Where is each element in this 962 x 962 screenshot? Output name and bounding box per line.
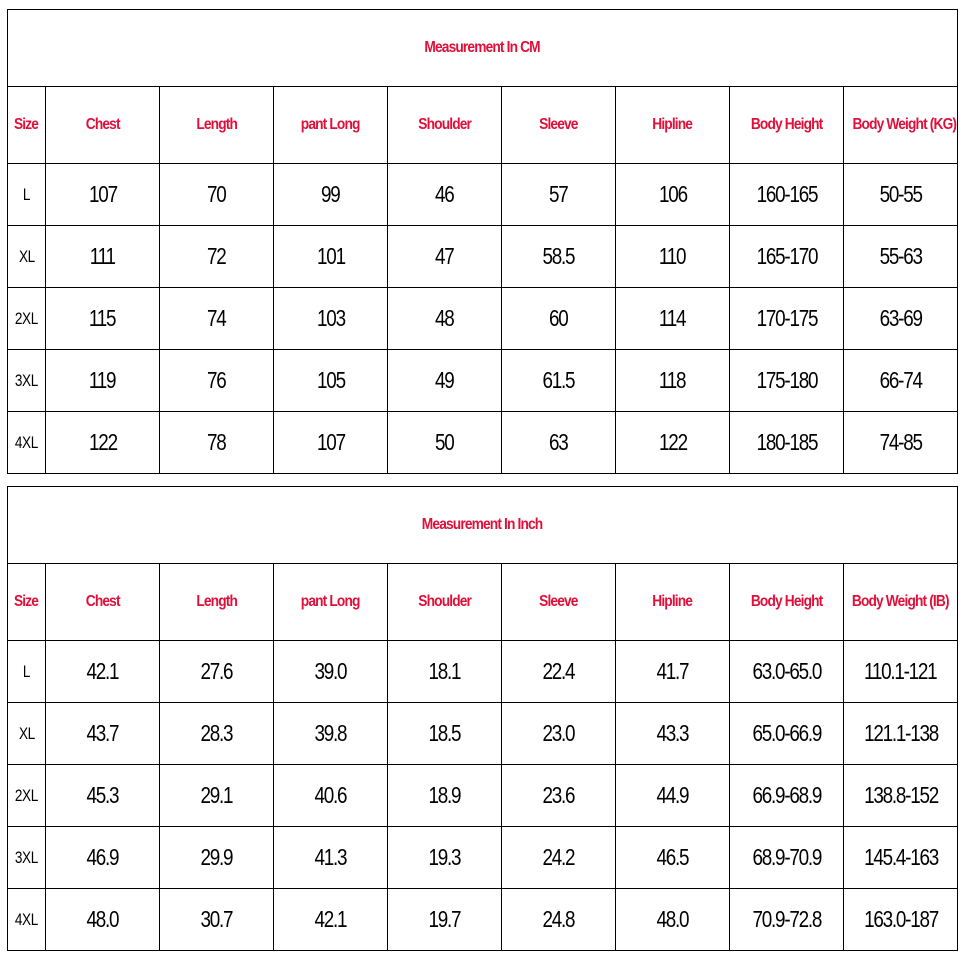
size-cell [8, 765, 46, 827]
column-header: Body Weight (IB) [852, 593, 949, 610]
value-cell [844, 288, 958, 350]
value-cell [160, 412, 274, 474]
value-cell [502, 350, 616, 412]
column-header-cell [502, 87, 616, 164]
column-header-cell [160, 87, 274, 164]
size-label: XL [18, 723, 35, 743]
value-cell [616, 164, 730, 226]
value-cell [844, 765, 958, 827]
measurement-value: 122 [658, 429, 687, 455]
measurement-value: 24.2 [542, 844, 575, 870]
value-cell [502, 288, 616, 350]
value-cell [274, 765, 388, 827]
measurement-value: 50-55 [879, 181, 922, 207]
measurement-value: 163.0-187 [863, 906, 938, 932]
measurement-value: 65.0-66.9 [752, 720, 821, 746]
measurement-value: 72 [207, 243, 226, 269]
measurement-value: 55-63 [879, 243, 922, 269]
column-header-cell [46, 87, 160, 164]
value-cell [46, 641, 160, 703]
measurement-value: 23.0 [542, 720, 575, 746]
value-cell [502, 827, 616, 889]
column-header-cell [730, 87, 844, 164]
measurement-value: 41.7 [656, 658, 689, 684]
column-header: Size [14, 593, 39, 610]
value-cell [616, 641, 730, 703]
measurement-value: 78 [207, 429, 226, 455]
measurement-value: 30.7 [200, 906, 233, 932]
value-cell [46, 827, 160, 889]
column-header: Shoulder [418, 116, 471, 133]
column-header-cell [160, 564, 274, 641]
measurement-value: 138.8-152 [863, 782, 938, 808]
measurement-value: 43.3 [656, 720, 689, 746]
measurement-value: 23.6 [542, 782, 575, 808]
column-header: Shoulder [418, 593, 471, 610]
value-cell [274, 226, 388, 288]
table-row [8, 703, 958, 765]
measurement-value: 27.6 [200, 658, 233, 684]
measurement-value: 42.1 [314, 906, 347, 932]
measurement-value: 74-85 [879, 429, 922, 455]
value-cell [844, 641, 958, 703]
value-cell [502, 765, 616, 827]
table-row [8, 827, 958, 889]
measurement-value: 110 [659, 243, 686, 269]
value-cell [46, 703, 160, 765]
measurement-value: 118 [659, 367, 686, 393]
measurement-value: 110.1-121 [864, 658, 937, 684]
value-cell [616, 703, 730, 765]
table-row [8, 164, 958, 226]
measurement-value: 43.7 [86, 720, 119, 746]
value-cell [502, 164, 616, 226]
size-cell [8, 641, 46, 703]
value-cell [730, 703, 844, 765]
column-header-cell [502, 564, 616, 641]
measurement-value: 111 [90, 243, 115, 269]
table-title: Measurement In Inch [422, 516, 543, 533]
size-cell [8, 412, 46, 474]
column-header: Body Weight (KG) [852, 116, 957, 133]
column-header: Size [14, 116, 39, 133]
size-cell [8, 703, 46, 765]
measurement-value: 28.3 [200, 720, 233, 746]
measurement-value: 160-165 [756, 181, 817, 207]
value-cell [274, 288, 388, 350]
measurement-value: 66.9-68.9 [752, 782, 821, 808]
measurement-value: 44.9 [656, 782, 689, 808]
measurement-value: 70.9-72.8 [752, 906, 821, 932]
measurement-value: 121.1-138 [863, 720, 938, 746]
measurement-value: 76 [207, 367, 226, 393]
column-header: Body Height [750, 116, 823, 133]
value-cell [502, 889, 616, 951]
value-cell [502, 226, 616, 288]
value-cell [160, 765, 274, 827]
column-header: Sleeve [539, 593, 578, 610]
value-cell [730, 226, 844, 288]
table-title-row [8, 487, 958, 564]
value-cell [730, 765, 844, 827]
measurement-value: 45.3 [86, 782, 119, 808]
column-header-cell [46, 564, 160, 641]
size-cell [8, 350, 46, 412]
measurement-value: 39.8 [314, 720, 347, 746]
value-cell [46, 226, 160, 288]
value-cell [844, 350, 958, 412]
value-cell [388, 226, 502, 288]
column-header-cell [388, 87, 502, 164]
value-cell [730, 889, 844, 951]
value-cell [388, 350, 502, 412]
column-header-cell [616, 564, 730, 641]
value-cell [388, 288, 502, 350]
size-label: 3XL [15, 847, 38, 867]
value-cell [730, 641, 844, 703]
measurement-value: 46 [435, 181, 454, 207]
value-cell [844, 889, 958, 951]
measurement-value: 50 [435, 429, 454, 455]
measurement-value: 49 [435, 367, 454, 393]
measurement-value: 145.4-163 [863, 844, 938, 870]
measurement-value: 46.9 [86, 844, 119, 870]
table-title-row [8, 10, 958, 87]
measurement-value: 46.5 [656, 844, 689, 870]
value-cell [274, 889, 388, 951]
value-cell [388, 703, 502, 765]
value-cell [160, 703, 274, 765]
column-header-cell [616, 87, 730, 164]
measurement-value: 29.1 [200, 782, 233, 808]
column-header-cell [730, 564, 844, 641]
measurement-value: 107 [316, 429, 345, 455]
table-title-cell [8, 10, 958, 87]
value-cell [274, 164, 388, 226]
value-cell [160, 350, 274, 412]
column-header-cell [844, 564, 958, 641]
measurement-value: 122 [88, 429, 117, 455]
column-header: Sleeve [539, 116, 578, 133]
measurement-value: 57 [549, 181, 568, 207]
size-label: 2XL [15, 785, 38, 805]
size-chart-inch-table [7, 486, 958, 951]
size-cell [8, 827, 46, 889]
value-cell [616, 765, 730, 827]
column-header: Chest [85, 116, 120, 133]
size-chart-cm-table [7, 9, 958, 474]
measurement-value: 48.0 [86, 906, 119, 932]
measurement-value: 63-69 [879, 305, 922, 331]
value-cell [46, 288, 160, 350]
value-cell [844, 412, 958, 474]
size-label: L [22, 661, 31, 681]
value-cell [730, 412, 844, 474]
value-cell [616, 226, 730, 288]
measurement-value: 107 [88, 181, 117, 207]
value-cell [160, 641, 274, 703]
measurement-value: 61.5 [542, 367, 575, 393]
size-label: 3XL [15, 370, 38, 390]
value-cell [502, 412, 616, 474]
size-label: XL [18, 246, 35, 266]
measurement-value: 39.0 [314, 658, 347, 684]
value-cell [274, 641, 388, 703]
value-cell [160, 164, 274, 226]
value-cell [46, 889, 160, 951]
size-cell [8, 226, 46, 288]
table-title: Measurement In CM [424, 39, 541, 56]
value-cell [46, 412, 160, 474]
size-label: 4XL [15, 909, 38, 929]
value-cell [730, 164, 844, 226]
size-label: 2XL [15, 308, 38, 328]
measurement-value: 66-74 [879, 367, 922, 393]
table-row [8, 350, 958, 412]
size-cell [8, 889, 46, 951]
measurement-value: 74 [207, 305, 226, 331]
size-label: L [22, 184, 31, 204]
measurement-value: 18.9 [428, 782, 461, 808]
table-header-row [8, 87, 958, 164]
value-cell [388, 827, 502, 889]
column-header: pant Long [301, 593, 360, 610]
measurement-value: 175-180 [756, 367, 817, 393]
measurement-value: 68.9-70.9 [752, 844, 821, 870]
table-header-row [8, 564, 958, 641]
column-header: Hipline [652, 116, 693, 133]
measurement-value: 103 [316, 305, 345, 331]
measurement-value: 180-185 [756, 429, 817, 455]
measurement-value: 70 [207, 181, 226, 207]
value-cell [274, 412, 388, 474]
value-cell [388, 412, 502, 474]
value-cell [616, 827, 730, 889]
value-cell [844, 703, 958, 765]
column-header: Hipline [652, 593, 693, 610]
size-cell [8, 164, 46, 226]
table-row [8, 288, 958, 350]
measurement-value: 165-170 [756, 243, 817, 269]
value-cell [160, 827, 274, 889]
measurement-value: 40.6 [314, 782, 347, 808]
value-cell [274, 350, 388, 412]
measurement-value: 63.0-65.0 [752, 658, 821, 684]
value-cell [274, 703, 388, 765]
value-cell [388, 641, 502, 703]
value-cell [502, 703, 616, 765]
measurement-value: 22.4 [542, 658, 575, 684]
value-cell [730, 827, 844, 889]
value-cell [616, 288, 730, 350]
value-cell [46, 164, 160, 226]
measurement-value: 48.0 [656, 906, 689, 932]
measurement-value: 63 [549, 429, 568, 455]
measurement-value: 101 [316, 243, 345, 269]
value-cell [616, 350, 730, 412]
column-header-cell [8, 87, 46, 164]
value-cell [616, 412, 730, 474]
column-header-cell [8, 564, 46, 641]
value-cell [46, 765, 160, 827]
value-cell [46, 350, 160, 412]
measurement-value: 48 [435, 305, 454, 331]
column-header-cell [388, 564, 502, 641]
size-cell [8, 288, 46, 350]
table-row [8, 889, 958, 951]
value-cell [502, 641, 616, 703]
column-header: pant Long [301, 116, 360, 133]
table-row [8, 641, 958, 703]
column-header: Body Height [750, 593, 823, 610]
measurement-value: 99 [321, 181, 340, 207]
measurement-value: 105 [316, 367, 345, 393]
column-header: Chest [85, 593, 120, 610]
measurement-value: 119 [89, 367, 116, 393]
measurement-value: 19.7 [428, 906, 461, 932]
measurement-value: 24.8 [542, 906, 575, 932]
column-header-cell [274, 87, 388, 164]
column-header-cell [844, 87, 958, 164]
value-cell [160, 226, 274, 288]
measurement-value: 115 [89, 305, 116, 331]
value-cell [844, 827, 958, 889]
measurement-value: 47 [435, 243, 454, 269]
table-row [8, 412, 958, 474]
column-header: Length [196, 116, 237, 133]
value-cell [844, 226, 958, 288]
table-row [8, 226, 958, 288]
column-header-cell [274, 564, 388, 641]
value-cell [844, 164, 958, 226]
value-cell [274, 827, 388, 889]
value-cell [730, 288, 844, 350]
size-label: 4XL [15, 432, 38, 452]
measurement-value: 18.5 [428, 720, 461, 746]
column-header: Length [196, 593, 237, 610]
value-cell [160, 288, 274, 350]
measurement-value: 60 [549, 305, 568, 331]
table-row [8, 765, 958, 827]
table-title-cell [8, 487, 958, 564]
value-cell [388, 889, 502, 951]
value-cell [160, 889, 274, 951]
measurement-value: 18.1 [428, 658, 461, 684]
measurement-value: 29.9 [200, 844, 233, 870]
measurement-value: 19.3 [428, 844, 461, 870]
value-cell [388, 164, 502, 226]
measurement-value: 58.5 [542, 243, 575, 269]
value-cell [730, 350, 844, 412]
measurement-value: 170-175 [756, 305, 817, 331]
measurement-value: 41.3 [314, 844, 347, 870]
value-cell [616, 889, 730, 951]
measurement-value: 106 [658, 181, 687, 207]
measurement-value: 42.1 [86, 658, 119, 684]
measurement-value: 114 [659, 305, 686, 331]
value-cell [388, 765, 502, 827]
